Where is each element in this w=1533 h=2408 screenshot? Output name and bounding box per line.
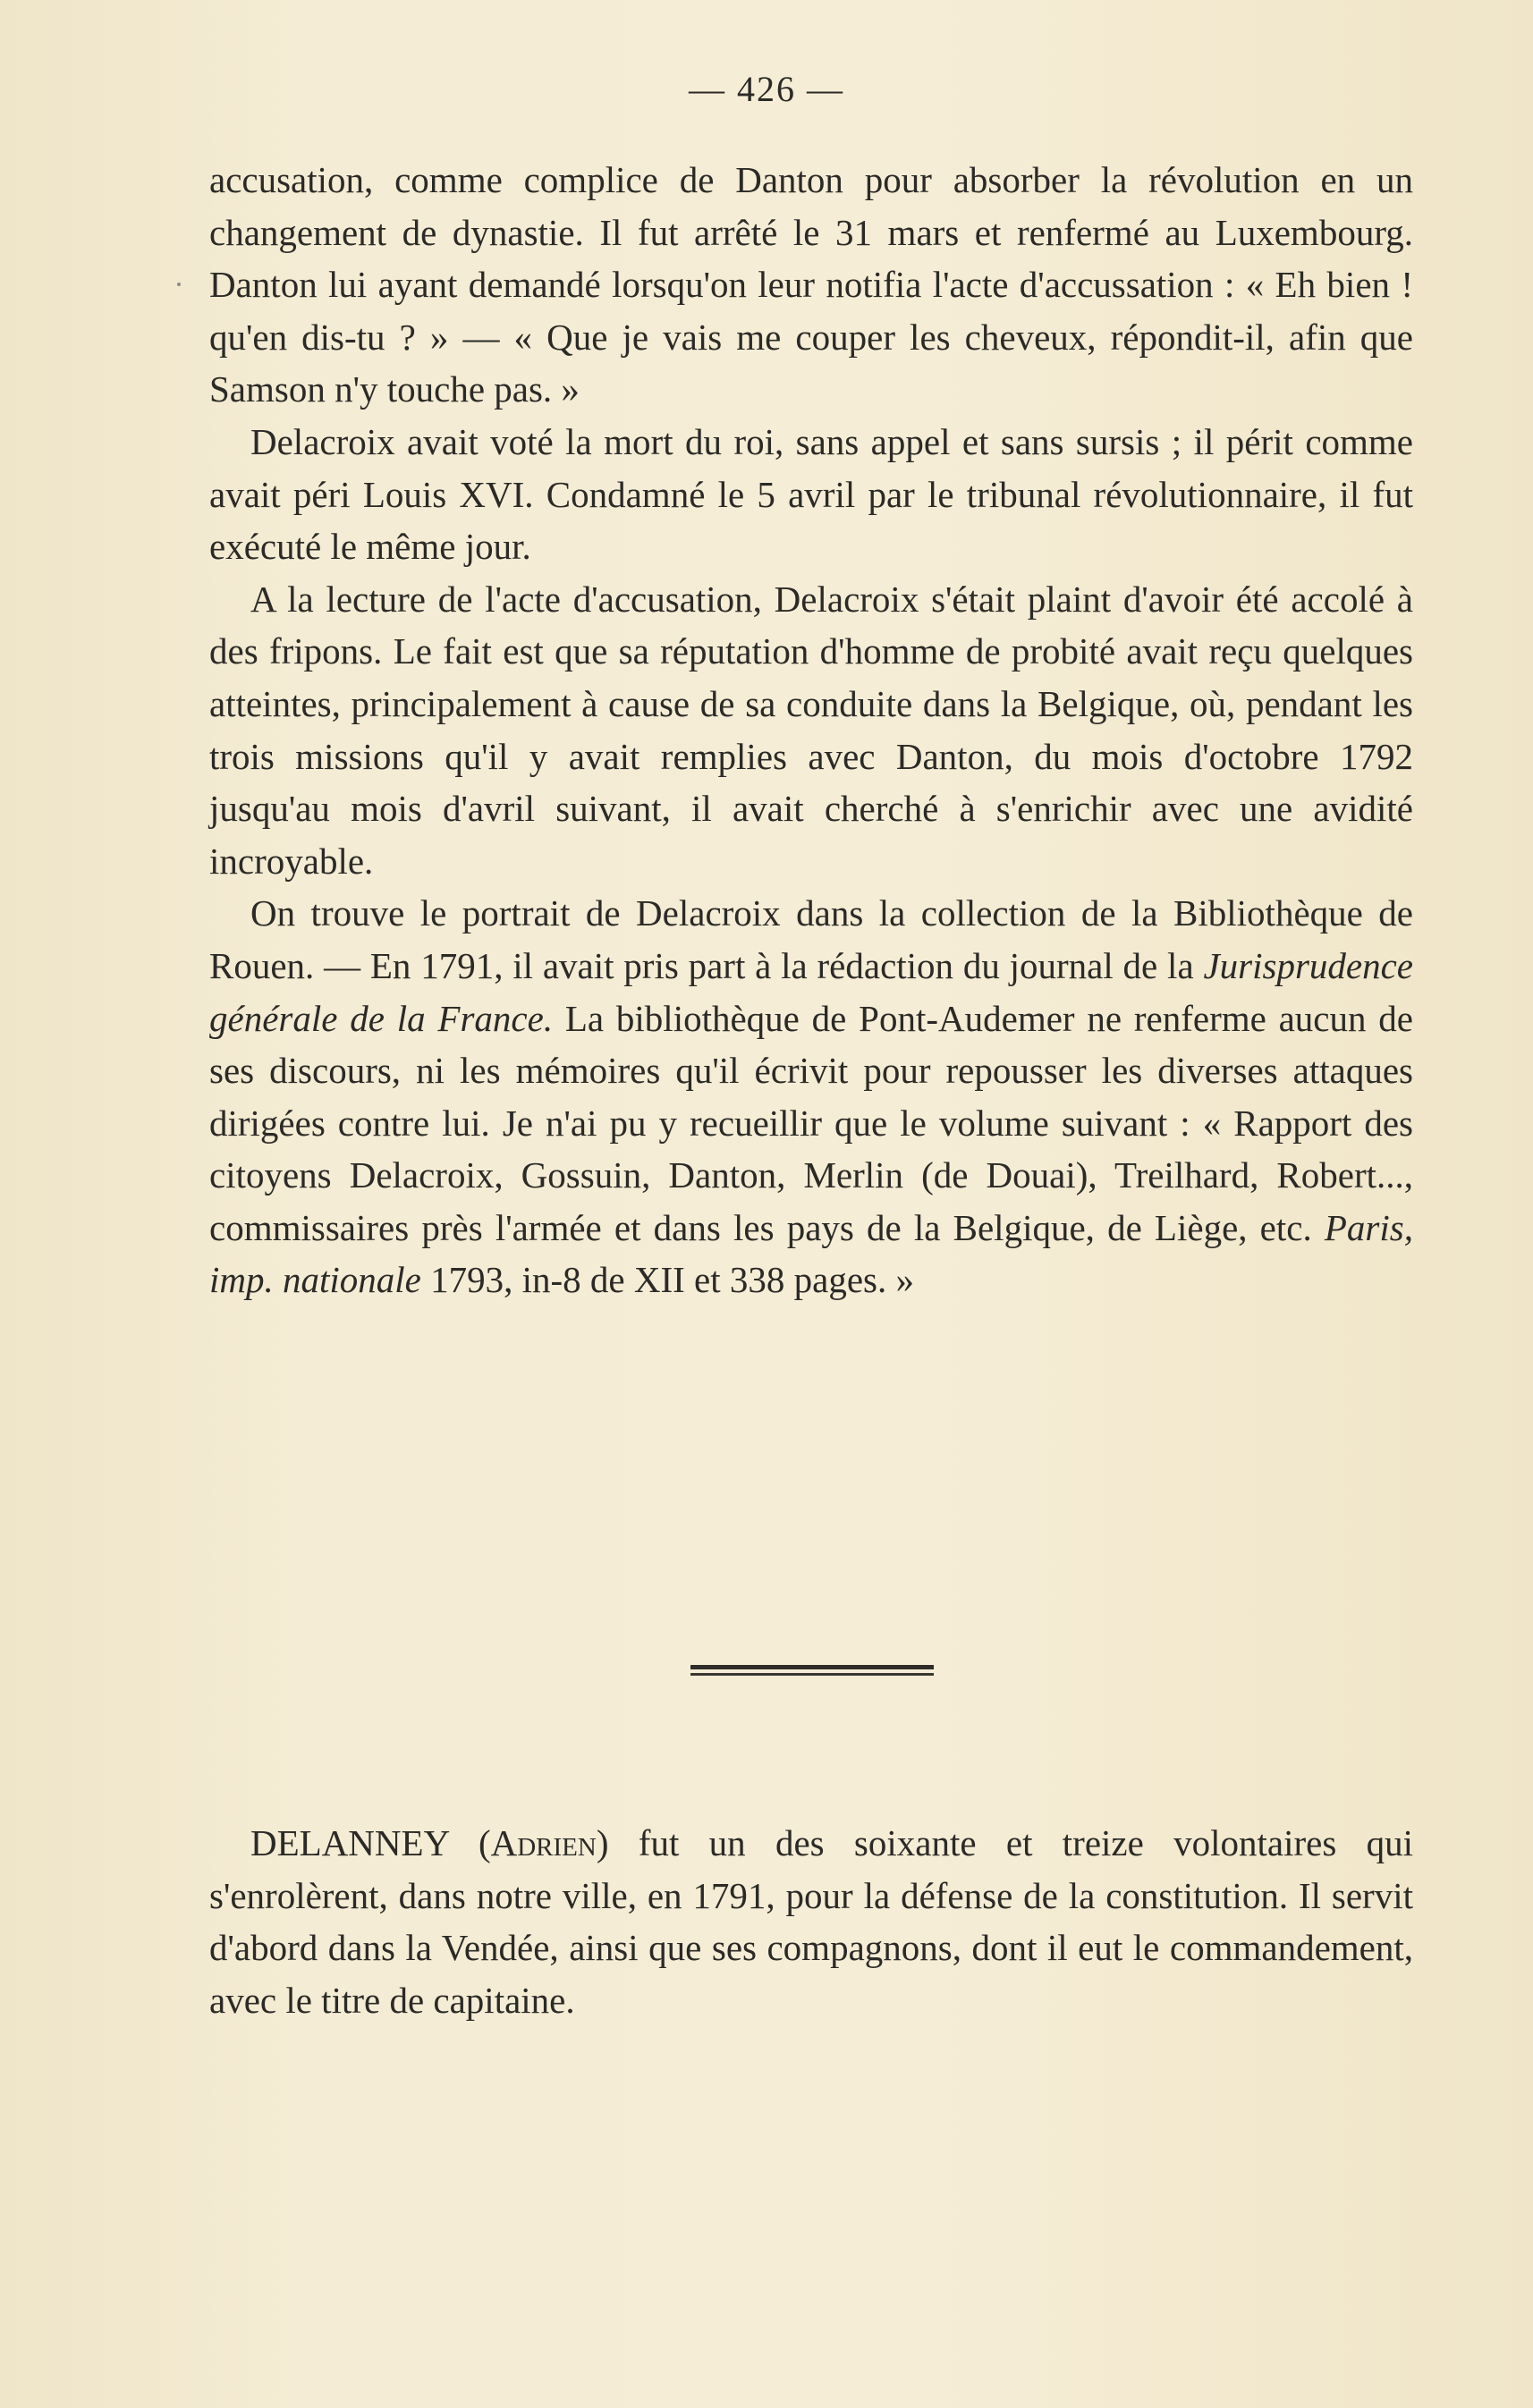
divider-thick-line bbox=[690, 1665, 934, 1669]
entry-text: fut un des soixante et treize volontaires qui s'enrolèrent, dans notre ville, en 1791, pour la défense de la constitution. Il servit d'abord dans la Vendée, ainsi que ses compagnons, dont il eut le commandement, avec le titre de capitaine. bbox=[209, 1822, 1413, 2021]
delanney-entry bbox=[209, 1817, 1413, 2026]
portrait-text-1: On trouve le portrait de Delacroix dans la collection de la Bibliothèque de Rouen. — En 1791, il avait pris part à la rédaction du journal de la bbox=[209, 892, 1413, 986]
portrait-text-3: 1793, in-8 de XII et 338 pages. » bbox=[420, 1259, 914, 1301]
entry-surname: DELANNEY bbox=[250, 1822, 449, 1863]
portrait-italic-imprint: Paris, imp. nationale bbox=[209, 1206, 1413, 1301]
page-number: — 426 — bbox=[689, 69, 844, 109]
portrait-italic-title: Jurisprudence générale de la France. bbox=[209, 944, 1413, 1039]
paragraph-delanney bbox=[209, 1817, 1413, 2026]
section-divider-rule bbox=[690, 1665, 934, 1677]
paragraph-portrait bbox=[209, 887, 1413, 1306]
print-speck bbox=[177, 283, 181, 286]
entry-given-name: Adrien bbox=[490, 1822, 597, 1863]
paragraph-accusation: accusation, comme complice de Danton pour absorber la révolution en un changement de dynastie. Il fut arrêté le 31 mars et renfermé au Luxembourg. Danton lui ayant demandé lorsqu'on leur notifia l'acte d'accussation : « Eh bien ! qu'en dis-tu ? » — « Que je vais me couper les cheveux, répondit-il, afin que Samson n'y touche pas. » bbox=[209, 159, 1413, 410]
delacroix-entry-continuation bbox=[209, 154, 1413, 1306]
divider-thin-line bbox=[690, 1673, 934, 1676]
entry-close-paren: ) bbox=[596, 1822, 609, 1863]
paragraph-vote: Delacroix avait voté la mort du roi, sans appel et sans sursis ; il périt comme avait péri Louis XVI. Condamné le 5 avril par le tribunal révolutionnaire, il fut exécuté le même jour. bbox=[209, 420, 1413, 568]
paragraph-reputation: A la lecture de l'acte d'accusation, Delacroix s'était plaint d'avoir été accolé à des fripons. Le fait est que sa réputation d'homme de probité avait reçu quelques atteintes, principalement à cause de sa conduite dans la Belgique, où, pendant les trois missions qu'il y avait remplies avec Danton, du mois d'octobre 1792 jusqu'au mois d'avril suivant, il avait cherché à s'enrichir avec une avidité incroyable. bbox=[209, 578, 1413, 882]
portrait-text-2: La bibliothèque de Pont-Audemer ne renferme aucun de ses discours, ni les mémoires qu'il écrivit pour repousser les diverses attaques dirigées contre lui. Je n'ai pu y recueillir que le volume suivant : « Rapport des citoyens Delacroix, Gossuin, Danton, Merlin (de Douai), Treilhard, Robert..., commissaires près l'armée et dans les pays de la Belgique, de Liège, etc. bbox=[209, 997, 1413, 1248]
entry-open-paren: ( bbox=[448, 1822, 491, 1863]
